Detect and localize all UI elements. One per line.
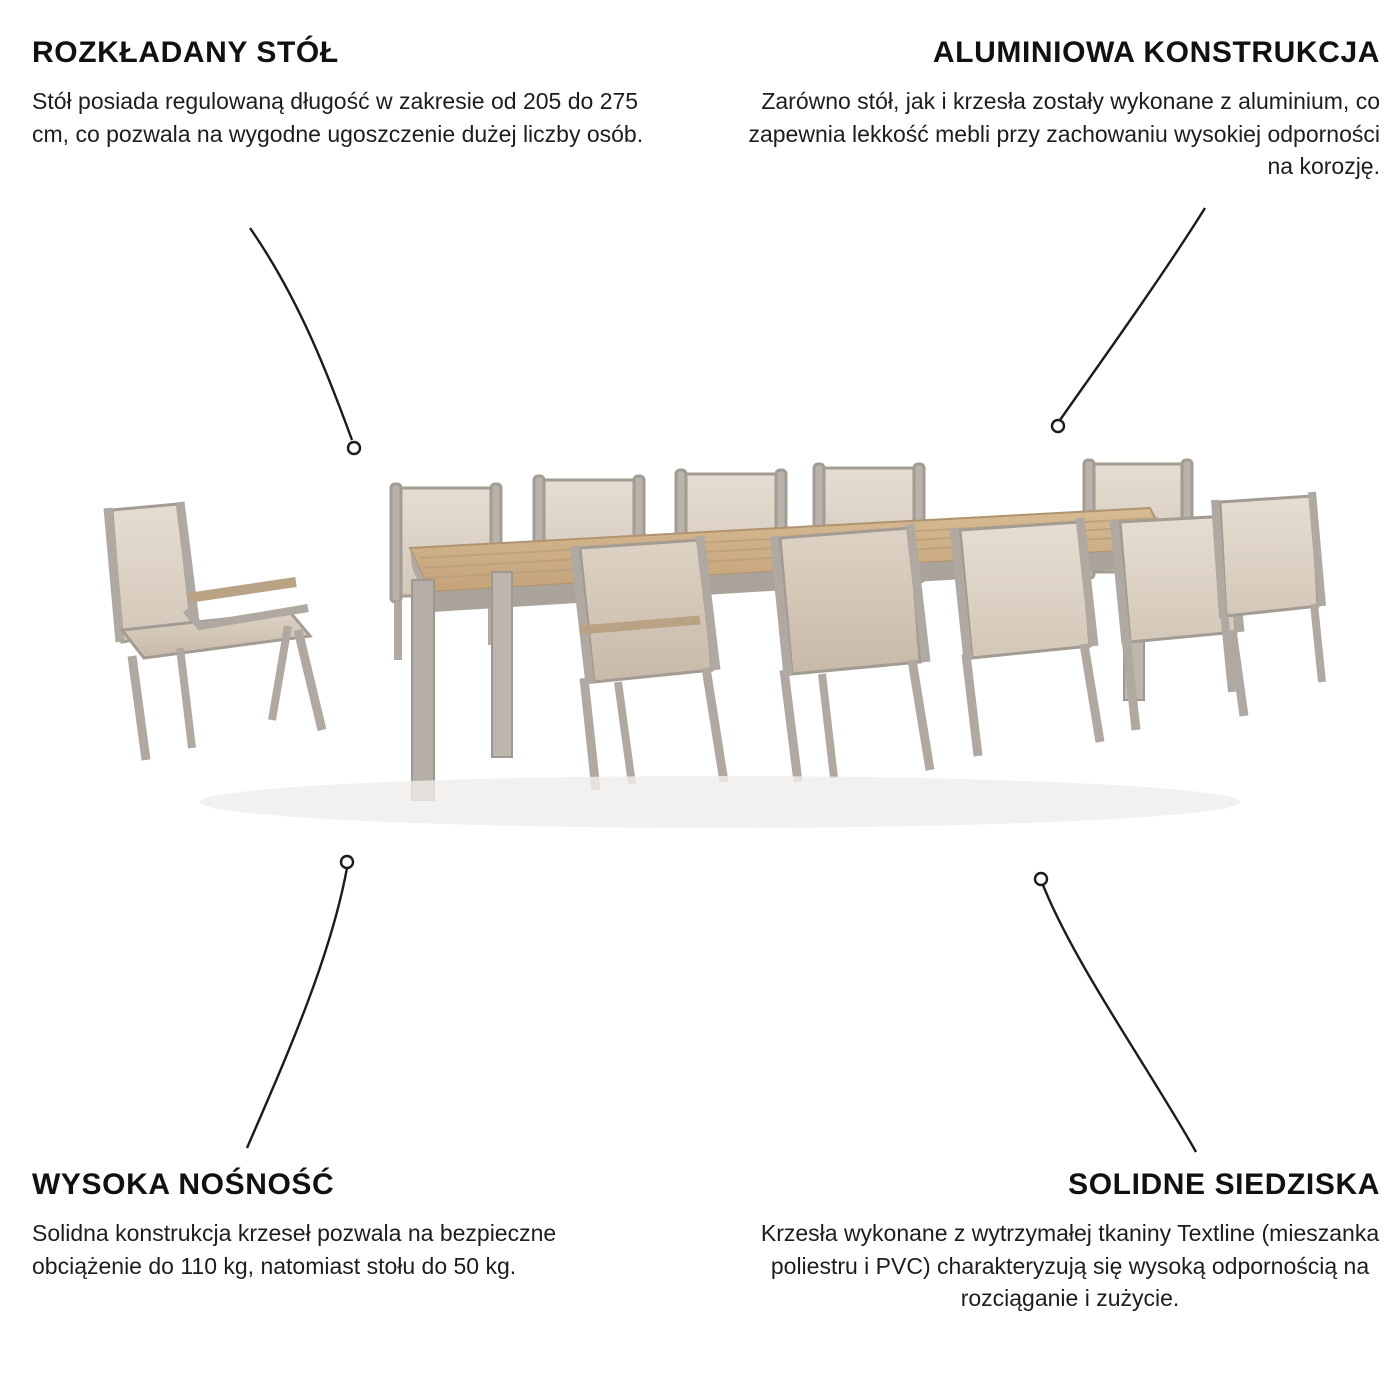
feature-description: Solidna konstrukcja krzeseł pozwala na bezpieczne obciążenie do 110 kg, natomiast stołu do 50 kg. xyxy=(32,1220,557,1279)
feature-title: WYSOKA NOŚNOŚĆ xyxy=(32,1168,335,1201)
leader-line-bottom-left xyxy=(247,868,347,1148)
feature-title: SOLIDNE SIEDZISKA xyxy=(1068,1168,1380,1201)
chair-front-b xyxy=(774,524,930,782)
chair-front-c xyxy=(954,518,1100,756)
leader-line-top-right xyxy=(1060,208,1205,420)
leader-line-top-left xyxy=(250,228,352,440)
chair-left-standalone xyxy=(108,502,322,760)
leader-line-bottom-right xyxy=(1043,885,1196,1152)
feature-block-aluminiowa-konstrukcja xyxy=(740,36,1380,183)
feature-description: Stół posiada regulowaną długość w zakresie od 205 do 275 cm, co pozwala na wygodne ugoszczenie dużej liczby osób. xyxy=(32,88,644,147)
feature-block-rozkladany-stol xyxy=(32,36,662,150)
product-image xyxy=(60,430,1350,860)
feature-block-solidne-siedziska xyxy=(760,1168,1380,1315)
chair-front-e xyxy=(1215,492,1322,692)
feature-block-wysoka-nosnosc xyxy=(32,1168,652,1282)
feature-title: ROZKŁADANY STÓŁ xyxy=(32,36,339,69)
feature-title: ALUMINIOWA KONSTRUKCJA xyxy=(932,36,1380,69)
feature-description: Krzesła wykonane z wytrzymałej tkaniny Textline (mieszanka poliestru i PVC) charakteryzują się wysoką odpornością na rozciąganie i zużycie. xyxy=(760,1220,1380,1312)
chair-front-a xyxy=(574,536,724,790)
leader-dot-bottom-right xyxy=(1035,873,1047,885)
feature-description: Zarówno stół, jak i krzesła zostały wykonane z aluminium, co zapewnia lekkość mebli przy zachowaniu wysokiej odporności na korozję. xyxy=(748,88,1380,180)
